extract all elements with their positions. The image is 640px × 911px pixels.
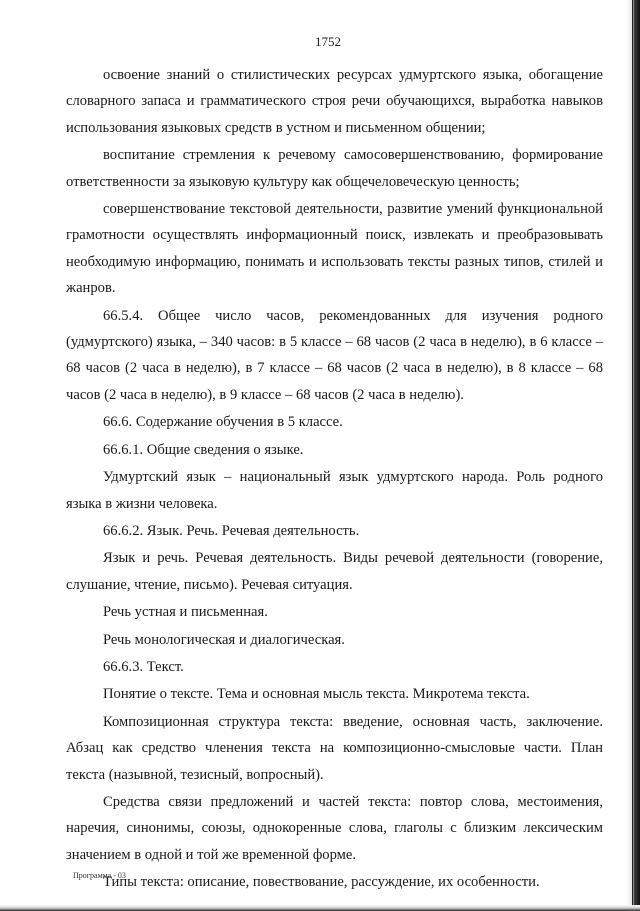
section-heading-66-6-1: 66.6.1. Общие сведения о языке.	[103, 441, 304, 458]
paragraph-7: Речь устная и письменная.	[103, 604, 268, 621]
section-heading-66-6: 66.6. Содержание обучения в 5 классе.	[103, 414, 343, 431]
scan-edge-right	[626, 0, 640, 911]
paragraph-8: Речь монологическая и диалогическая.	[103, 631, 345, 648]
paragraph-9: Понятие о тексте. Тема и основная мысль текста. Микротема текста.	[103, 686, 530, 703]
footer-program-label: Программа - 03	[73, 871, 126, 880]
page-number: 1752	[315, 34, 341, 49]
section-heading-66-6-3: 66.6.3. Текст.	[103, 658, 184, 675]
paragraph-4: 66.5.4. Общее число часов, рекомендованных для изучения родного (удмуртского) языка, – 340 часов: в 5 классе – 68 часов (2 часа в неделю), в 6 классе – 68 часов (2 часа в неделю), в 7 классе – 68 часов (2 часа в неделю), в 8 классе – 68 часов (2 часа в неделю), в 9 классе – 68 часов (2 часа в неделю).	[66, 307, 603, 403]
paragraph-2: воспитание стремления к речевому самосовершенствованию, формирование ответственности за языковую культуру как общечеловеческую ценность;	[66, 147, 603, 190]
paragraph-6: Язык и речь. Речевая деятельность. Виды речевой деятельности (говорение, слушание, чтение, письмо). Речевая ситуация.	[66, 550, 603, 593]
document-body	[66, 62, 603, 896]
paragraph-12: Типы текста: описание, повествование, рассуждение, их особенности.	[103, 874, 540, 891]
paragraph-1: освоение знаний о стилистических ресурсах удмуртского языка, обогащение словарного запаса и грамматического строя речи обучающихся, выработка навыков использования языковых средств в устном и письменном общении;	[66, 67, 603, 136]
paragraph-5: Удмуртский язык – национальный язык удмуртского народа. Роль родного языка в жизни человека.	[66, 469, 603, 512]
section-heading-66-6-2: 66.6.2. Язык. Речь. Речевая деятельность.	[103, 522, 360, 539]
paragraph-3: совершенствование текстовой деятельности, развитие умений функциональной грамотности осуществлять информационный поиск, извлекать и преобразовывать необходимую информацию, понимать и использовать тексты разных типов, стилей и жанров.	[66, 201, 603, 297]
paragraph-11: Средства связи предложений и частей текста: повтор слова, местоимения, наречия, синонимы, союзы, однокоренные слова, глаголы с близким лексическим значением в одной и той же временной форме.	[66, 793, 603, 863]
scan-edge-bottom	[0, 905, 640, 911]
paragraph-10: Композиционная структура текста: введение, основная часть, заключение. Абзац как средство членения текста на композиционно-смысловые части. План текста (назывной, тезисный, вопросный).	[66, 713, 603, 783]
